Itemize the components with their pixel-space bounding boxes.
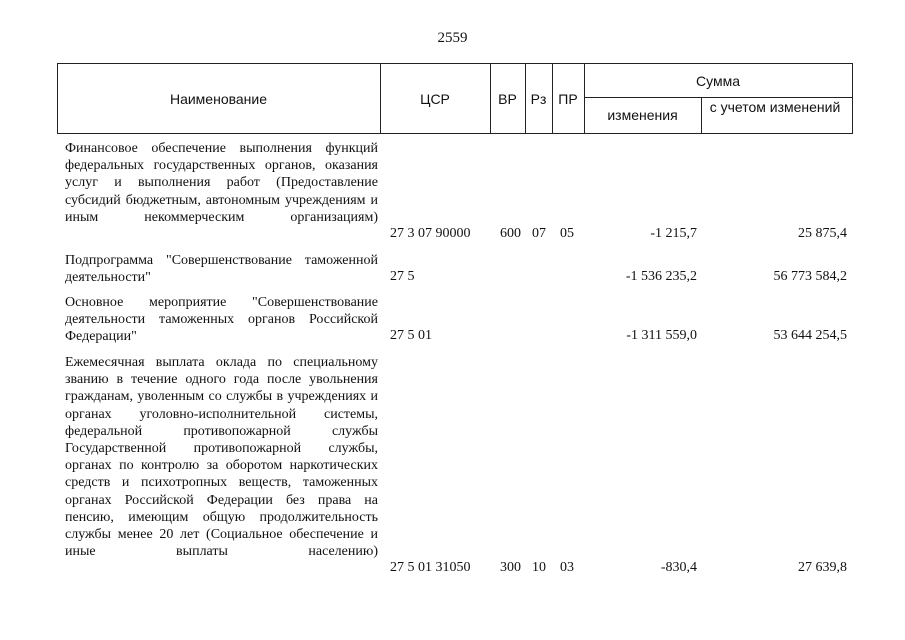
row-csr: 27 5 01 bbox=[390, 328, 432, 343]
row-name: Ежемесячная выплата оклада по специальному званию в течение одного года после увольнения гражданам, уволенным со службы в учреждениях и органах уголовно-исполнительной системы, федеральной противопожарной службы Государственной противопожарной службы, органах по контролю за оборотом наркотических средств и психотропных веществ, таможенных органах Российской Федерации без права на пенсию, имеющим общую продолжительность службы менее 20 лет (Социальное обеспечение и иные выплаты населению) bbox=[65, 355, 378, 560]
row-total: 53 644 254,5 bbox=[773, 328, 847, 343]
header-sum: Сумма bbox=[696, 73, 740, 89]
header-csr: ЦСР bbox=[420, 91, 450, 107]
header-vr: ВР bbox=[498, 91, 517, 107]
row-total: 25 875,4 bbox=[798, 226, 847, 241]
row-vr: 300 bbox=[500, 560, 521, 575]
row-total: 27 639,8 bbox=[798, 560, 847, 575]
header-pr: ПР bbox=[558, 91, 578, 107]
divider-change-total bbox=[701, 97, 702, 134]
row-name: Финансовое обеспечение выполнения функций федеральных государственных органов, оказания услуг и выполнения работ (Предоставление субсидий бюджетным, автономным учреждениям и иным некоммерческим организациям) bbox=[65, 141, 378, 225]
row-rz: 07 bbox=[532, 226, 546, 241]
row-name: Основное мероприятие "Совершенствование деятельности таможенных органов Российской Федерации" bbox=[65, 295, 378, 345]
row-vr: 600 bbox=[500, 226, 521, 241]
divider-sum-sub bbox=[584, 97, 852, 98]
header-rz: Рз bbox=[530, 91, 547, 107]
row-total: 56 773 584,2 bbox=[773, 269, 847, 284]
row-rz: 10 bbox=[532, 560, 546, 575]
row-csr: 27 5 bbox=[390, 269, 415, 284]
row-pr: 03 bbox=[560, 560, 574, 575]
header-with-change: с учетом изменений bbox=[709, 99, 841, 115]
row-change: -1 536 235,2 bbox=[625, 269, 697, 284]
row-change: -1 311 559,0 bbox=[626, 328, 697, 343]
row-csr: 27 5 01 31050 bbox=[390, 560, 471, 575]
table-header bbox=[57, 63, 853, 134]
header-name: Наименование bbox=[169, 91, 268, 107]
page-number: 2559 bbox=[437, 30, 468, 46]
header-change: изменения bbox=[607, 107, 678, 123]
row-csr: 27 3 07 90000 bbox=[390, 226, 471, 241]
row-pr: 05 bbox=[560, 226, 574, 241]
row-change: -830,4 bbox=[660, 560, 697, 575]
row-name: Подпрограмма "Совершенствование таможенной деятельности" bbox=[65, 253, 378, 286]
row-change: -1 215,7 bbox=[650, 226, 697, 241]
